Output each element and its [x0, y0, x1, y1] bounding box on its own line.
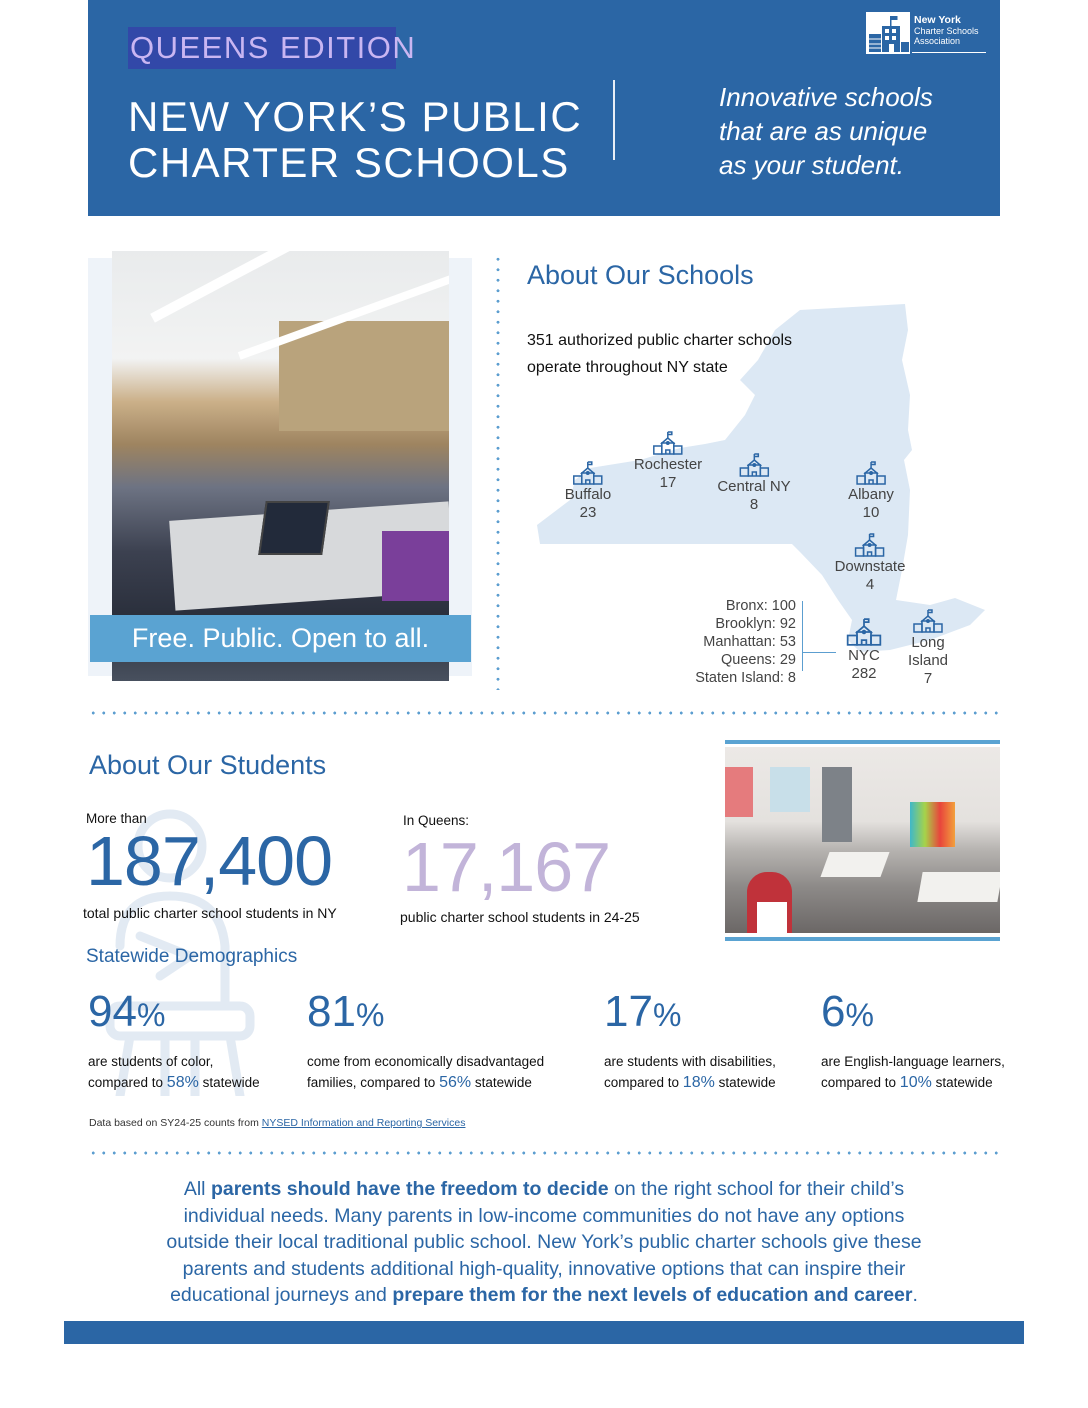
stat-description: come from economically disadvantaged families, compared to 56% statewide [307, 1054, 545, 1091]
emphasis-freedom: parents should have the freedom to decide [210, 1178, 609, 1200]
region-downstate[interactable] [835, 533, 906, 594]
tagline-line-1: Innovative schools [719, 82, 933, 112]
school-icon [913, 609, 943, 633]
region-count: 7 [923, 670, 933, 687]
tagline [719, 80, 933, 182]
region-name: Rochester [633, 456, 703, 473]
school-icon [856, 461, 886, 485]
statewide-compare: 58% [166, 1074, 199, 1091]
photo-top-rule [725, 740, 1000, 744]
nysed-source-link[interactable]: NYSED Information and Reporting Services [261, 1117, 466, 1129]
tagline-line-2: that are as unique [719, 116, 928, 146]
region-count: 17 [659, 474, 677, 491]
header-divider [613, 80, 615, 160]
region-count: 23 [579, 504, 597, 521]
queens-total: 17,167 [402, 828, 611, 906]
title-line-2: CHARTER SCHOOLS [128, 139, 570, 186]
queens-caption: public charter school students in 24-25 [400, 909, 640, 925]
about-schools-heading: About Our Schools [527, 260, 754, 290]
school-icon [573, 461, 603, 485]
horizontal-dotted-divider-2 [88, 1151, 1002, 1155]
region-name: Albany [848, 486, 894, 503]
stat-students-of-color [88, 987, 260, 1093]
queens-prefix: In Queens: [403, 813, 470, 828]
stat-value: 81% [307, 987, 385, 1036]
borough-bronx: Bronx: 100 [725, 598, 796, 614]
school-icon [855, 533, 885, 557]
stat-value: 6% [821, 987, 874, 1036]
stat-description: are students with disabilities, compared to 18% statewide [604, 1054, 776, 1091]
photo-caption-banner: Free. Public. Open to all. [90, 615, 471, 662]
borough-bracket [802, 601, 803, 671]
stat-value: 17% [604, 987, 682, 1036]
school-icon [846, 618, 882, 646]
data-source-note [89, 1117, 465, 1129]
borough-queens: Queens: 29 [721, 652, 796, 668]
stat-value: 94% [88, 987, 166, 1036]
borough-brooklyn: Brooklyn: 92 [715, 616, 796, 632]
stat-disabilities [604, 987, 776, 1093]
statewide-compare: 10% [899, 1074, 932, 1091]
association-logo[interactable] [866, 12, 986, 56]
region-count: 4 [865, 576, 875, 593]
vertical-dotted-divider [496, 254, 500, 690]
region-albany[interactable] [848, 461, 894, 522]
logo-line-1: New York [914, 14, 961, 26]
borough-staten-island: Staten Island: 8 [695, 670, 796, 686]
region-rochester[interactable] [634, 431, 702, 492]
logo-underline [912, 52, 986, 53]
page-title [128, 94, 582, 186]
schools-summary-line-2: operate throughout NY state [527, 359, 728, 376]
region-count: 8 [749, 496, 759, 513]
logo-text [914, 15, 979, 47]
demographics-heading: Statewide Demographics [86, 946, 298, 967]
region-count: 10 [862, 504, 880, 521]
stat-description: are students of color, compared to 58% statewide [88, 1054, 260, 1091]
region-name: Central NY [717, 478, 791, 495]
region-long-island[interactable] [908, 609, 948, 688]
logo-line-3: Association [914, 36, 961, 46]
stat-description: are English-language learners, compared to 10% statewide [821, 1054, 1005, 1091]
closing-statement: All parents should have the freedom to decide on the right school for their child’s individual needs. Many parents in low-income communities do not have any options outside their local traditional public school. New York’s public charter schools give these parents and students additional high-quality, innovative options that can inspire their educational journeys and prepare them for the next levels of education and career. [166, 1178, 922, 1306]
region-buffalo[interactable] [565, 461, 611, 522]
statewide-compare: 56% [439, 1074, 472, 1091]
borough-connector [803, 652, 836, 653]
region-name-line-1: Long [911, 634, 945, 651]
about-students-heading: About Our Students [89, 750, 327, 780]
region-name-line-2: Island [907, 652, 949, 669]
edition-label: QUEENS EDITION [128, 27, 396, 69]
photo-bottom-rule [725, 937, 1000, 941]
region-count: 282 [851, 665, 877, 682]
statewide-total: 187,400 [86, 822, 333, 900]
statewide-compare: 18% [682, 1074, 715, 1091]
statewide-caption: total public charter school students in NY [83, 905, 337, 921]
stat-economically-disadvantaged [307, 987, 545, 1093]
region-name: Buffalo [564, 486, 612, 503]
tagline-line-3: as your student. [719, 150, 904, 180]
logo-line-2: Charter Schools [914, 25, 979, 36]
title-line-1: NEW YORK’S PUBLIC [128, 93, 583, 140]
horizontal-dotted-divider [88, 711, 1002, 715]
region-name: Downstate [834, 558, 906, 575]
region-name: NYC [848, 647, 880, 664]
footer-bar [64, 1321, 1024, 1344]
school-icon [739, 453, 769, 477]
borough-manhattan: Manhattan: 53 [703, 634, 796, 650]
region-nyc[interactable] [846, 618, 882, 683]
nyc-borough-breakdown [680, 597, 796, 687]
schools-summary-line-1: 351 authorized public charter schools [527, 332, 793, 349]
building-logo-icon [866, 12, 912, 54]
source-prefix: Data based on SY24-25 counts from [89, 1117, 262, 1129]
schools-summary [527, 327, 792, 381]
region-central-ny[interactable] [717, 453, 790, 514]
school-icon [653, 431, 683, 455]
kindergarten-classroom-photo [725, 747, 1000, 933]
emphasis-prepare: prepare them for the next levels of education and career [392, 1284, 913, 1306]
statewide-prefix: More than [86, 811, 147, 826]
stat-english-learners [821, 987, 1005, 1093]
